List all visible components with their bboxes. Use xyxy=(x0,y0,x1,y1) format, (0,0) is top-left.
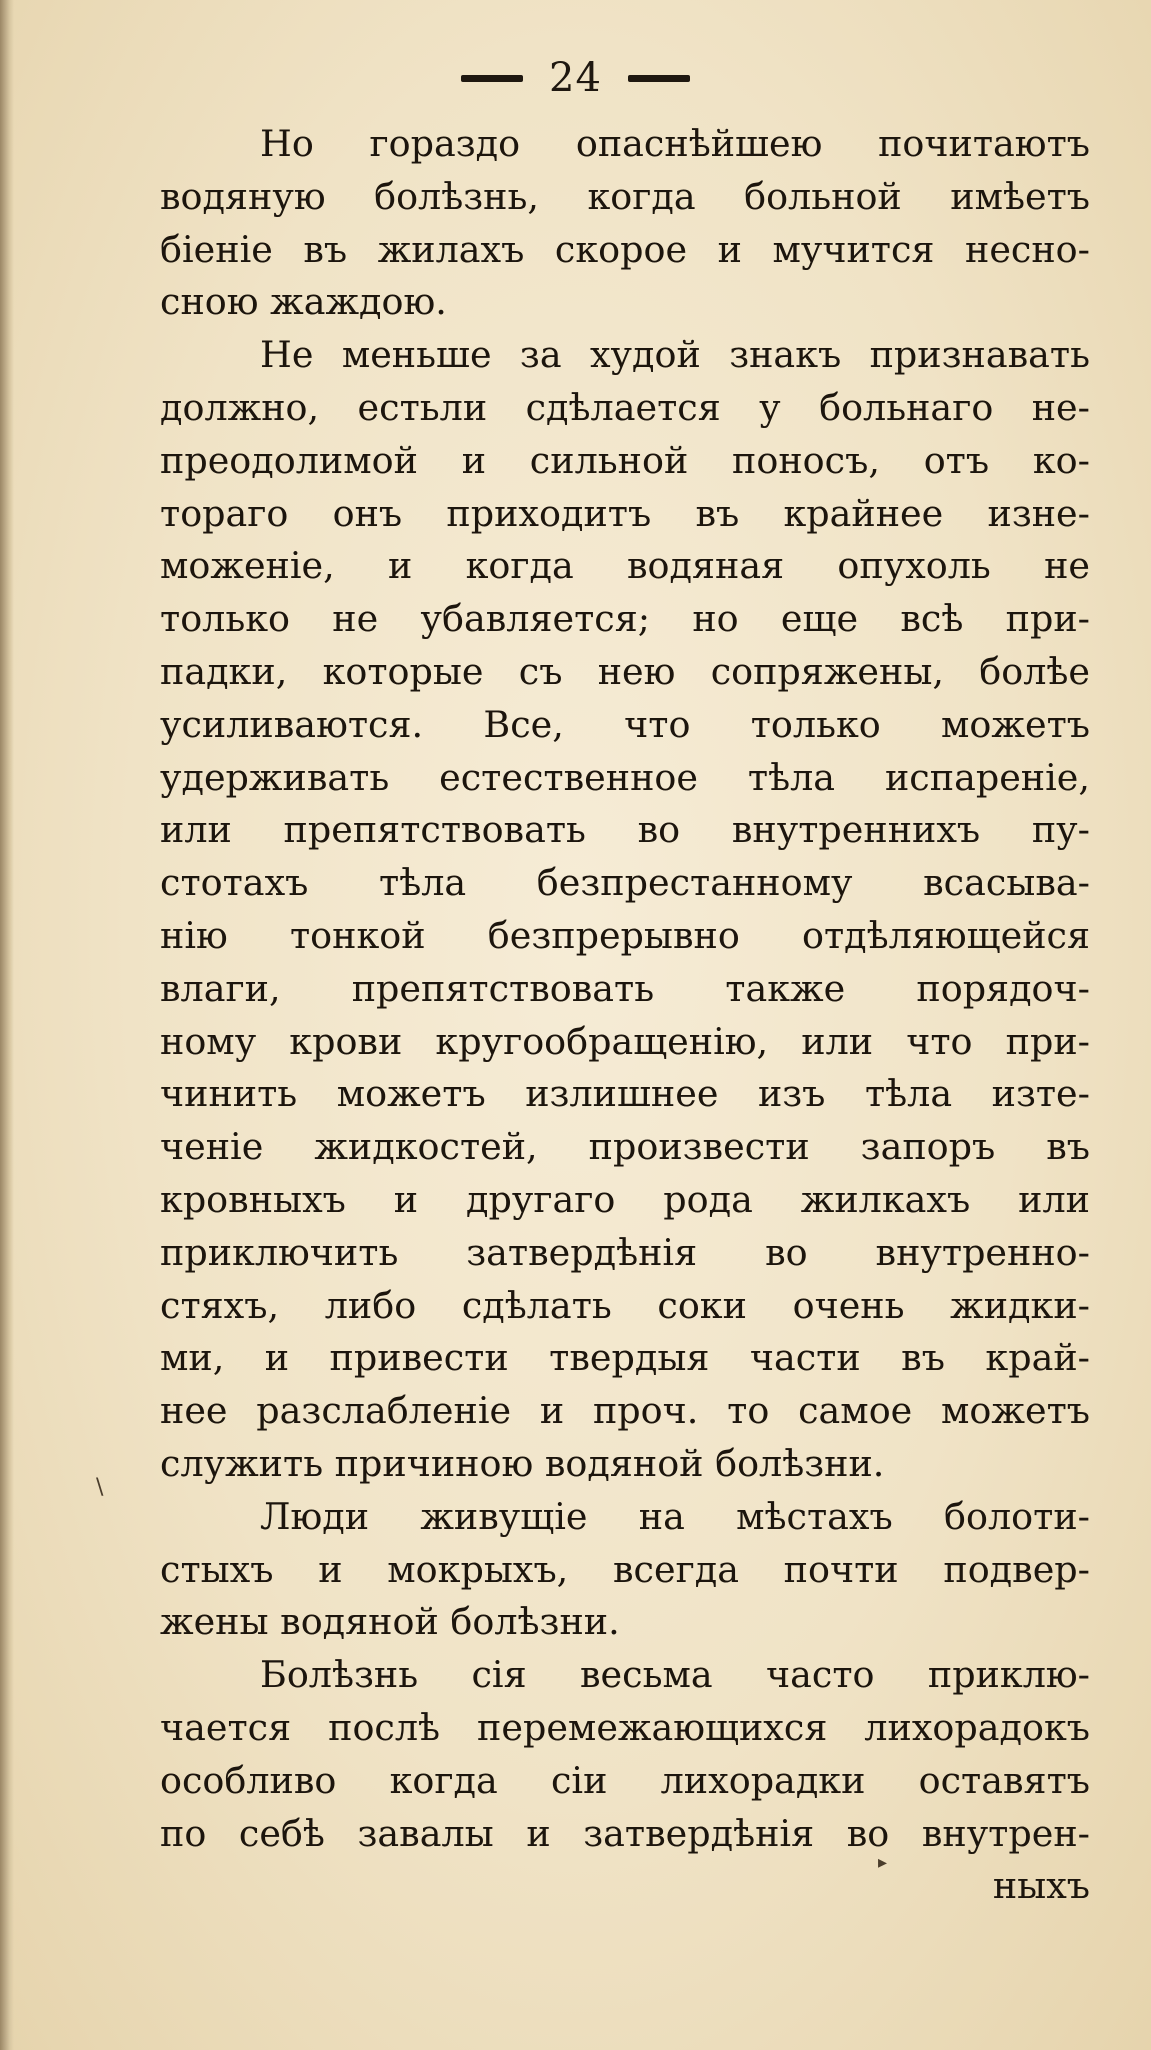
text-line: влаги, препятствовать также порядоч- xyxy=(160,966,1090,1010)
text-line: нее разслабленіе и проч. то самое можетъ xyxy=(160,1389,1090,1433)
text-line: сною жаждою. xyxy=(160,280,447,324)
text-line: стотахъ тѣла безпрестанному всасыва- xyxy=(160,861,1090,905)
text-line: водяную болѣзнь, когда больной имѣетъ xyxy=(160,174,1090,218)
text-line: ми, и привести твердыя части въ край- xyxy=(160,1336,1090,1380)
text-line: или препятствовать во внутреннихъ пу- xyxy=(160,808,1090,852)
text-line: ченіе жидкостей, произвести запоръ въ xyxy=(160,1125,1090,1169)
page-edge xyxy=(0,0,14,2050)
header-right-dash xyxy=(628,75,690,82)
text-line: особливо когда сіи лихорадки оставятъ xyxy=(160,1758,1090,1802)
text-line: преодолимой и сильной поносъ, отъ ко- xyxy=(160,438,1090,482)
text-line: удерживать естественное тѣла испареніе, xyxy=(160,755,1090,799)
text-line: стыхъ и мокрыхъ, всегда почти подвер- xyxy=(160,1547,1090,1591)
body-text xyxy=(160,118,1090,1913)
margin-tick: \ xyxy=(96,1475,104,1500)
text-line: усиливаются. Все, что только можетъ xyxy=(160,702,1090,746)
text-line: падки, которые съ нею сопряжены, болѣе xyxy=(160,649,1090,693)
text-line: нію тонкой безпрерывно отдѣляющейся xyxy=(160,913,1090,957)
text-line: кровныхъ и другаго рода жилкахъ или xyxy=(160,1177,1090,1221)
text-line: чается послѣ перемежающихся лихорадокъ xyxy=(160,1705,1090,1749)
text-line: Болѣзнь сія весьма часто приклю- xyxy=(260,1653,1090,1697)
text-line: по себѣ завалы и затвердѣнія во внутрен- xyxy=(160,1811,1090,1855)
ink-speck: ▸ xyxy=(878,1852,888,1873)
text-line: служить причиною водяной болѣзни. xyxy=(160,1441,885,1485)
text-line: чинить можетъ излишнее изъ тѣла изте- xyxy=(160,1072,1090,1116)
text-line: тораго онъ приходитъ въ крайнее изне- xyxy=(160,491,1090,535)
page-number: 24 xyxy=(549,55,602,101)
text-line: Но гораздо опаснѣйшею почитаютъ xyxy=(260,122,1090,165)
text-line: ныхъ xyxy=(992,1864,1090,1908)
text-line: жены водяной болѣзни. xyxy=(160,1600,620,1644)
text-line: Люди живущіе на мѣстахъ болоти- xyxy=(260,1494,1090,1538)
text-line: только не убавляется; но еще всѣ при- xyxy=(160,597,1090,641)
header-left-dash xyxy=(461,75,523,82)
page-header xyxy=(0,52,1151,101)
text-line: приключить затвердѣнія во внутренно- xyxy=(160,1230,1090,1274)
text-line: біеніе въ жилахъ скорое и мучится несно- xyxy=(160,227,1090,271)
text-line: стяхъ, либо сдѣлать соки очень жидки- xyxy=(160,1283,1090,1327)
text-line: Не меньше за худой знакъ признавать xyxy=(260,333,1090,377)
text-line: моженіе, и когда водяная опухоль не xyxy=(160,544,1090,588)
text-line: ному крови кругообращенію, или что при- xyxy=(160,1019,1090,1063)
text-line: должно, естьли сдѣлается у больнаго не- xyxy=(160,385,1090,429)
